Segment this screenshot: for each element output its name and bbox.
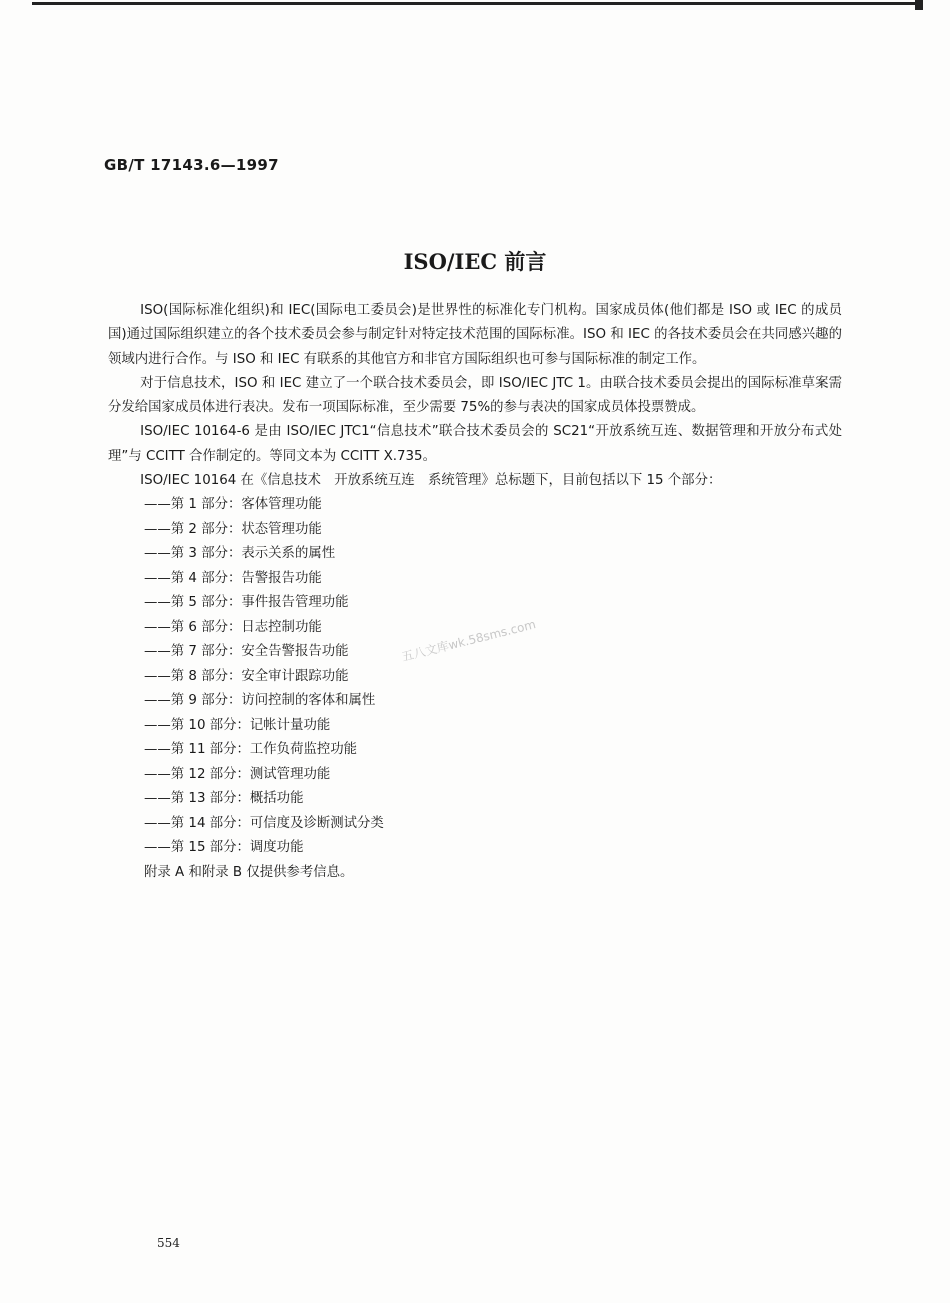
list-item: ——第 11 部分：工作负荷监控功能 [144,742,358,758]
list-item: ——第 7 部分：安全告警报告功能 [144,644,349,660]
parts-list [108,493,842,861]
page-title: ISO/IEC 前言 [403,249,547,274]
list-item: ——第 6 部分：日志控制功能 [144,619,322,635]
list-item: ——第 4 部分：告警报告功能 [144,570,322,586]
list-item: ——第 13 部分：概括功能 [144,791,304,807]
page-number: 554 [157,1236,180,1250]
top-corner-mark [915,0,923,10]
list-item: ——第 1 部分：客体管理功能 [144,497,322,513]
top-border-rule [32,2,922,5]
list-item: ——第 12 部分：测试管理功能 [144,766,331,782]
list-item: ——第 2 部分：状态管理功能 [144,521,322,537]
standard-number: GB/T 17143.6—1997 [104,156,279,174]
paragraph-origin: ISO/IEC 10164-6 是由 ISO/IEC JTC1“信息技术”联合技术委员会的 SC21“开放系统互连、数据管理和开放分布式处理”与 CCITT 合作制定的。等同文本为 CCITT X.735。 [108,424,842,464]
list-item: ——第 15 部分：调度功能 [144,840,304,856]
list-item: ——第 10 部分：记帐计量功能 [144,717,331,733]
annex-note: 附录 A 和附录 B 仅提供参考信息。 [144,864,354,880]
list-item: ——第 9 部分：访问控制的客体和属性 [144,693,376,709]
watermark-text: 五八文库wk.58sms.com [400,617,538,665]
list-item: ——第 8 部分：安全审计跟踪功能 [144,668,349,684]
foreword-body [108,299,842,885]
paragraph-jtc1: 对于信息技术，ISO 和 IEC 建立了一个联合技术委员会，即 ISO/IEC JTC 1。由联合技术委员会提出的国际标准草案需分发给国家成员体进行表决。发布一项国际标准，至少需要 75%的参与表决的国家成员体投票赞成。 [108,375,842,416]
paragraph-parts-intro: ISO/IEC 10164 在《信息技术 开放系统互连 系统管理》总标题下，目前包括以下 15 个部分： [140,473,722,489]
list-item: ——第 5 部分：事件报告管理功能 [144,595,349,611]
paragraph-iso-iec-intro: ISO(国际标准化组织)和 IEC(国际电工委员会)是世界性的标准化专门机构。国家成员体(他们都是 ISO 或 IEC 的成员国)通过国际组织建立的各个技术委员会参与制定针对特定技术范围的国际标准。ISO 和 IEC 的各技术委员会在共同感兴趣的领域内进行合作。与 ISO 和 IEC 有联系的其他官方和非官方国际组织也可参与国际标准的制定工作。 [108,303,842,367]
list-item: ——第 14 部分：可信度及诊断测试分类 [144,815,384,831]
list-item: ——第 3 部分：表示关系的属性 [144,546,336,562]
